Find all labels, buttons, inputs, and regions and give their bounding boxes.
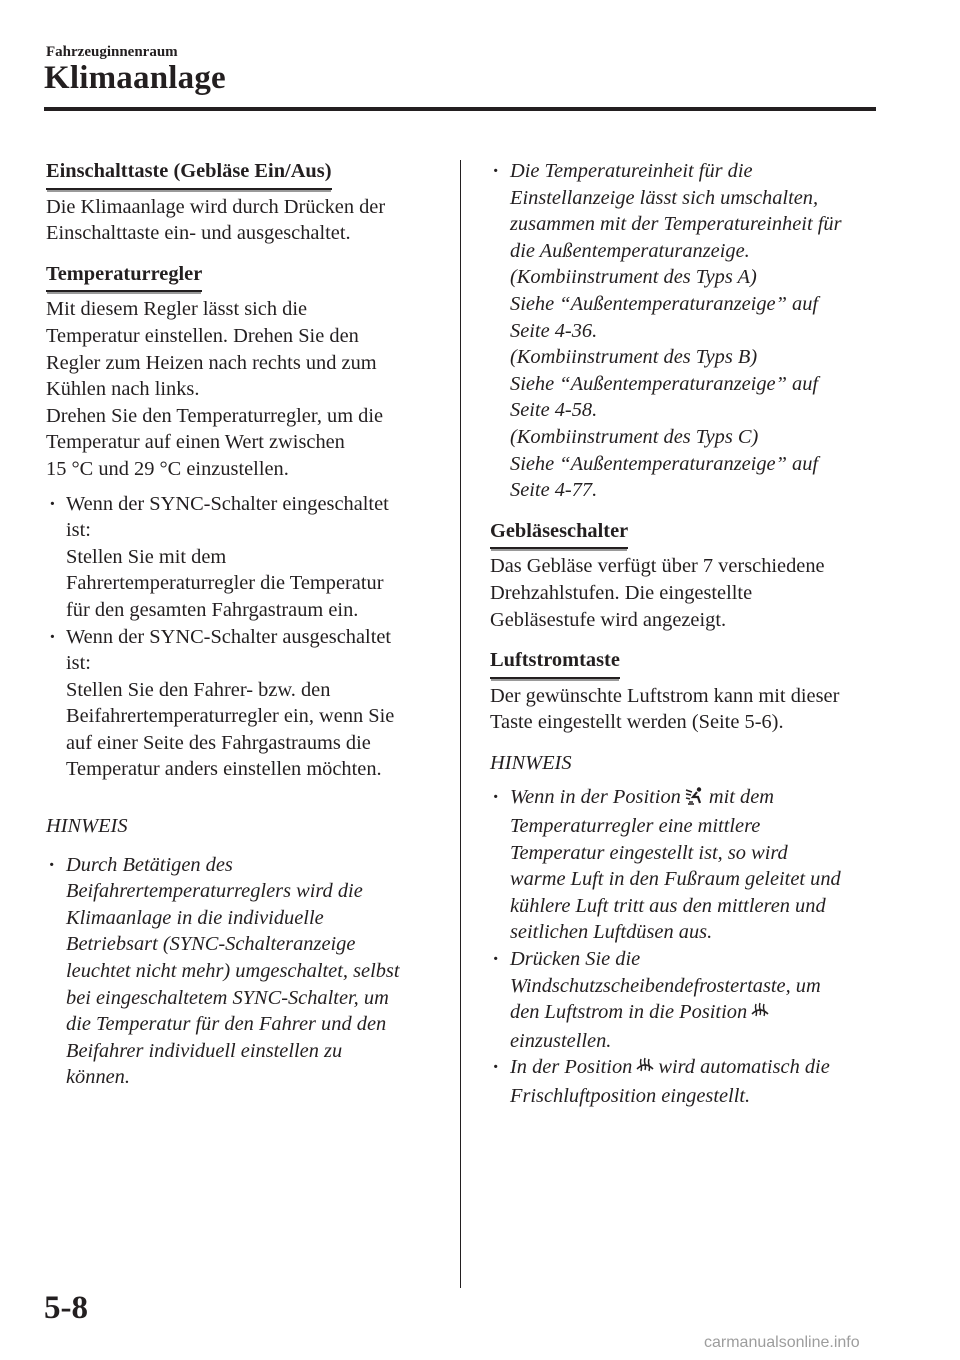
- text-line: Temperaturregler eine mittlere: [510, 815, 761, 838]
- text-line: Beifahrer individuell einstellen zu: [66, 1039, 343, 1062]
- text-line: Beifahrertemperaturregler ein, wenn Sie: [66, 705, 395, 728]
- text-line: · Wenn der SYNC-Schalter eingeschaltet: [66, 492, 389, 515]
- text-line: die Temperatur für den Fahrer und den: [66, 1013, 387, 1036]
- text-line: einzustellen.: [510, 1029, 612, 1052]
- text-line: Fahrertemperaturregler die Temperatur: [66, 572, 384, 595]
- text-line: [510, 784, 882, 813]
- text-line: (Kombiinstrument des Typs A): [510, 266, 757, 289]
- floor-vent-mode-icon: [684, 786, 706, 813]
- text-line: Windschutzscheibendefrostertaste, um: [510, 974, 821, 997]
- sync-on-bullet: [46, 491, 438, 624]
- airflow-button-heading: Luftstromtaste: [490, 647, 620, 679]
- text-fragment: den Luftstrom in die Position: [510, 1001, 748, 1024]
- text-line: Temperatur auf einen Wert zwischen: [46, 431, 345, 454]
- text-line: Siehe “Außentemperaturanzeige” auf: [510, 452, 819, 475]
- text-line: Klimaanlage in die individuelle: [66, 906, 324, 929]
- right-column: [490, 158, 882, 1110]
- text-line: · Wenn der SYNC-Schalter ausgeschaltet: [66, 625, 392, 648]
- text-line: Stellen Sie mit dem: [66, 545, 227, 568]
- text-line: leuchtet nicht mehr) umgeschaltet, selbst: [66, 960, 400, 983]
- text-line: bei eingeschaltetem SYNC-Schalter, um: [66, 986, 389, 1009]
- text-line: · Durch Betätigen des: [66, 853, 233, 876]
- note-bullet: [46, 852, 438, 1091]
- text-line: Drehen Sie den Temperaturregler, um die: [46, 404, 384, 427]
- text-line: die Außentemperaturanzeige.: [510, 239, 750, 262]
- text-line: ist:: [66, 519, 91, 542]
- text-line: Kühlen nach links.: [46, 378, 200, 401]
- text-line: können.: [66, 1066, 130, 1089]
- text-line: [510, 999, 882, 1028]
- text-line: seitlichen Luftdüsen aus.: [510, 921, 713, 944]
- text-line: warme Luft in den Fußraum geleitet und: [510, 868, 841, 891]
- text-line: Frischluftposition eingestellt.: [510, 1085, 751, 1107]
- text-line: auf einer Seite des Fahrgastraums die: [66, 731, 371, 754]
- text-line: kühlere Luft tritt aus den mittleren und: [510, 894, 826, 917]
- note-bullet-fresh-air: [490, 1054, 882, 1109]
- text-line: Die Klimaanlage wird durch Drücken der: [46, 195, 386, 218]
- unit-bullet: [490, 158, 882, 504]
- title-rule: [44, 107, 876, 111]
- text-line: Temperatur anders einstellen möchten.: [66, 758, 382, 781]
- text-line: · Die Temperatureinheit für die: [510, 160, 753, 182]
- text-line: ist:: [66, 652, 91, 675]
- text-line: Drehzahlstufen. Die eingestellte: [490, 581, 753, 604]
- column-divider: [460, 160, 461, 1288]
- text-line: Temperatur einstellen. Drehen Sie den: [46, 324, 359, 347]
- note-label: HINWEIS: [490, 751, 572, 774]
- section-label: Fahrzeuginnenraum: [46, 44, 178, 60]
- text-line: Siehe “Außentemperaturanzeige” auf: [510, 372, 819, 395]
- text-line: Seite 4-36.: [510, 319, 598, 342]
- text-line: Stellen Sie den Fahrer- bzw. den: [66, 678, 331, 701]
- power-button-heading: Einschalttaste (Gebläse Ein/Aus): [46, 158, 332, 190]
- note-bullet-floor-vent: [490, 784, 882, 946]
- text-line: Temperatur eingestellt ist, so wird: [510, 841, 788, 864]
- text-line: Betriebsart (SYNC-Schalteranzeige: [66, 933, 356, 956]
- text-line: Seite 4-58.: [510, 399, 598, 422]
- fan-switch-heading: Gebläseschalter: [490, 518, 628, 550]
- text-line: für den gesamten Fahrgastraum ein.: [66, 598, 359, 621]
- text-line: Taste eingestellt werden (Seite 5-6).: [490, 711, 784, 734]
- text-fragment: Wenn in der Position: [510, 786, 681, 809]
- text-fragment: In der Position: [510, 1056, 633, 1079]
- text-line: Regler zum Heizen nach rechts und zum: [46, 351, 377, 374]
- text-line: (Kombiinstrument des Typs C): [510, 425, 759, 448]
- text-fragment: wird automatisch die: [658, 1056, 830, 1079]
- text-fragment: mit dem: [708, 786, 774, 809]
- note-label: HINWEIS: [46, 815, 128, 838]
- defroster-icon: [750, 1001, 770, 1028]
- left-column: [46, 158, 438, 1091]
- text-line: zusammen mit der Temperatureinheit für: [510, 213, 842, 236]
- temperature-control-heading: Temperaturregler: [46, 261, 202, 293]
- temperature-control-text: [46, 296, 438, 482]
- page-number: 5-8: [44, 1290, 88, 1326]
- sync-off-bullet: [46, 624, 438, 784]
- note-bullet-defroster: [490, 946, 882, 1054]
- page-title: Klimaanlage: [44, 60, 226, 96]
- text-line: · Drücken Sie die: [510, 948, 641, 971]
- text-line: Beifahrertemperaturreglers wird die: [66, 880, 363, 903]
- text-line: 15 °C und 29 °C einzustellen.: [46, 457, 289, 480]
- text-line: (Kombiinstrument des Typs B): [510, 346, 758, 369]
- text-line: Gebläsestufe wird angezeigt.: [490, 608, 727, 631]
- text-line: Seite 4-77.: [510, 479, 598, 502]
- fan-switch-text: [490, 553, 882, 633]
- text-line: Das Gebläse verfügt über 7 verschiedene: [490, 555, 825, 578]
- text-line: [510, 1054, 882, 1083]
- text-line: Einstellanzeige lässt sich umschalten,: [510, 186, 819, 209]
- power-button-text: [46, 194, 438, 247]
- text-line: Siehe “Außentemperaturanzeige” auf: [510, 292, 819, 315]
- defroster-icon: [635, 1056, 655, 1083]
- text-line: Der gewünschte Luftstrom kann mit dieser: [490, 684, 840, 707]
- text-line: Einschalttaste ein- und ausgeschaltet.: [46, 222, 351, 245]
- text-line: Mit diesem Regler lässt sich die: [46, 298, 308, 321]
- airflow-button-text: [490, 683, 882, 736]
- watermark: carmanualsonline.info: [704, 1334, 860, 1351]
